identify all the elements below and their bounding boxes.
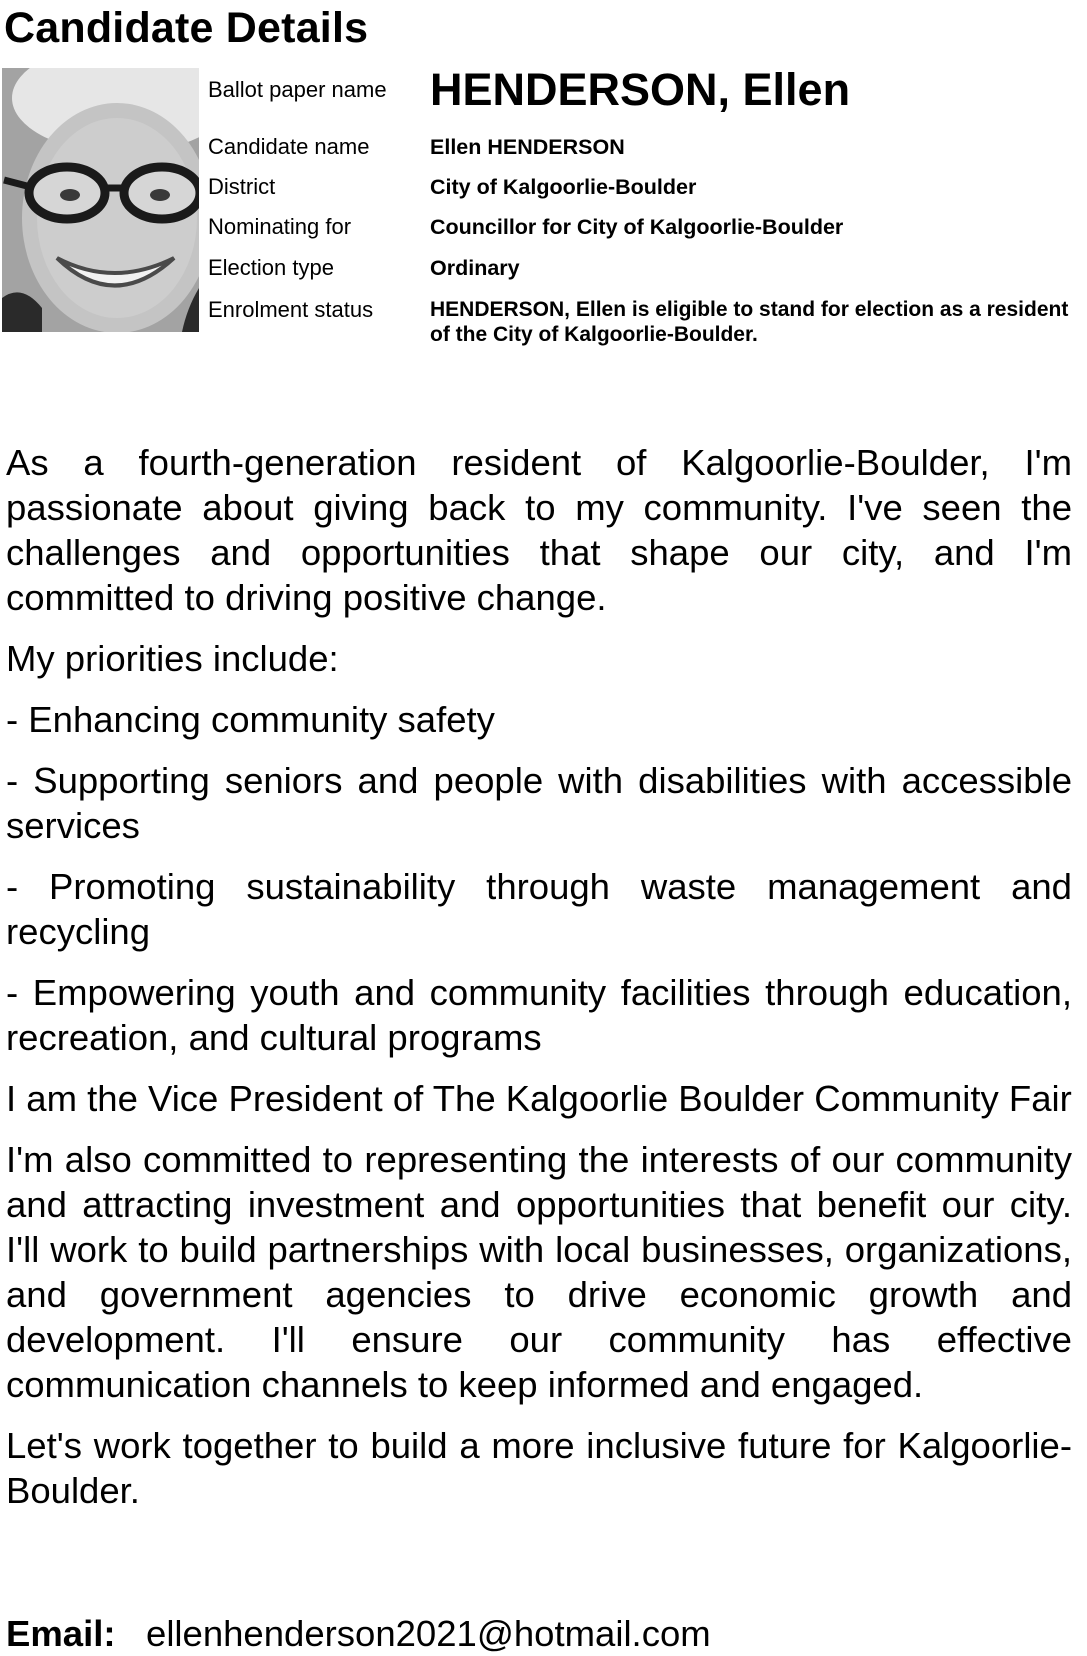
- email-label: Email:: [6, 1613, 116, 1654]
- candidate-name-value: Ellen HENDERSON: [430, 135, 625, 159]
- email-address: ellenhenderson2021@hotmail.com: [146, 1613, 711, 1654]
- detail-row-election-type: [208, 255, 1078, 283]
- statement-paragraph: My priorities include:: [6, 638, 339, 679]
- ballot-name-value: HENDERSON, Ellen: [430, 64, 851, 115]
- contact-email: [6, 1612, 711, 1656]
- candidate-photo: [2, 68, 199, 332]
- email-spacer: [126, 1613, 136, 1654]
- detail-row-nominating: [208, 214, 1078, 242]
- statement-paragraph: As a fourth-generation resident of Kalgoorlie-Boulder, I'm passionate about giving back to my community. I've seen the challenges and opportunities that shape our city, and I'm committed to driving positive change.: [6, 442, 1072, 618]
- statement-paragraph: I'm also committed to representing the interests of our community and attracting investment and opportunities that benefit our city. I'll work to build partnerships with local businesses, organizations, and government agencies to drive economic growth and development. I'll ensure our community has effective communication channels to keep informed and engaged.: [6, 1139, 1072, 1405]
- district-value: City of Kalgoorlie-Boulder: [430, 175, 697, 199]
- statement-paragraph: I am the Vice President of The Kalgoorlie Boulder Community Fair: [6, 1078, 1072, 1119]
- candidate-name-label: Candidate name: [208, 134, 370, 159]
- priority-item: - Enhancing community safety: [6, 699, 495, 740]
- page-title: Candidate Details: [4, 4, 369, 52]
- portrait-image-icon: [2, 68, 199, 332]
- election-type-value: Ordinary: [430, 256, 520, 280]
- priority-item: - Supporting seniors and people with disabilities with accessible services: [6, 760, 1072, 846]
- priority-item: - Empowering youth and community facilities through education, recreation, and cultural programs: [6, 972, 1072, 1058]
- nominating-label: Nominating for: [208, 214, 352, 239]
- detail-row-candidate: [208, 134, 1078, 162]
- detail-row-district: [208, 174, 1078, 202]
- candidate-statement: [6, 440, 1072, 1529]
- enrolment-status-label: Enrolment status: [208, 297, 374, 322]
- detail-row-ballot: [208, 64, 1078, 120]
- priority-item: - Promoting sustainability through waste management and recycling: [6, 866, 1072, 952]
- district-label: District: [208, 174, 276, 199]
- enrolment-status-value: HENDERSON, Ellen is eligible to stand for election as a resident of the City of Kalgoorlie-Boulder.: [430, 298, 1069, 346]
- nominating-value: Councillor for City of Kalgoorlie-Boulder: [430, 215, 844, 239]
- statement-paragraph: Let's work together to build a more inclusive future for Kalgoorlie-Boulder.: [6, 1425, 1072, 1511]
- detail-row-enrolment: [208, 297, 1078, 353]
- election-type-label: Election type: [208, 255, 334, 280]
- ballot-name-label: Ballot paper name: [208, 77, 387, 102]
